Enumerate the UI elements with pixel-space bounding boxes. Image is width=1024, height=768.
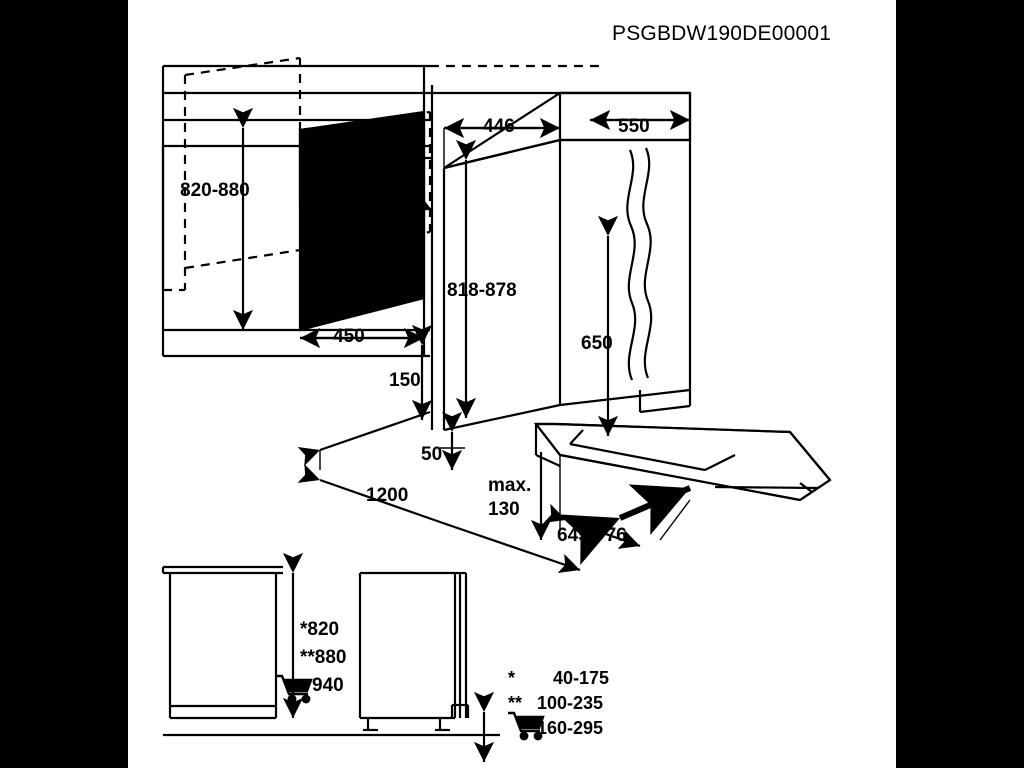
dim-door-opening-depth: min. 550 — [333, 160, 410, 181]
legend-marker-single-star: * — [508, 668, 516, 688]
dim-appliance-depth-top: 550 — [618, 116, 650, 137]
dim-door-swing-depth: 450 — [333, 326, 365, 347]
drawing-code: PSGBDW190DE00001 — [612, 22, 832, 45]
legend-value-single-star: 40-175 — [553, 668, 610, 688]
legend-value-cart: 160-295 — [537, 718, 604, 738]
dim-max-door-thickness: max. 130 — [488, 475, 532, 520]
dim-height-single-star: *820 — [300, 619, 340, 640]
dim-height-double-star: **880 — [300, 647, 347, 668]
dim-hose-reach: 1200 — [366, 485, 409, 506]
dim-height-cart: 940 — [312, 675, 344, 696]
dim-door-panel-width-range: 645-776 — [557, 525, 627, 546]
dim-door-panel-height: 650 — [581, 333, 613, 354]
dim-plinth-height: 150 — [389, 370, 421, 391]
legend-marker-double-star: ** — [508, 693, 523, 713]
legend-value-double-star: 100-235 — [537, 693, 604, 713]
dim-appliance-height: 818-878 — [447, 280, 517, 301]
dim-appliance-width-top: 446 — [483, 116, 515, 137]
dim-niche-height: 820-880 — [180, 180, 250, 201]
dim-plinth-recess: 50 — [421, 444, 443, 465]
